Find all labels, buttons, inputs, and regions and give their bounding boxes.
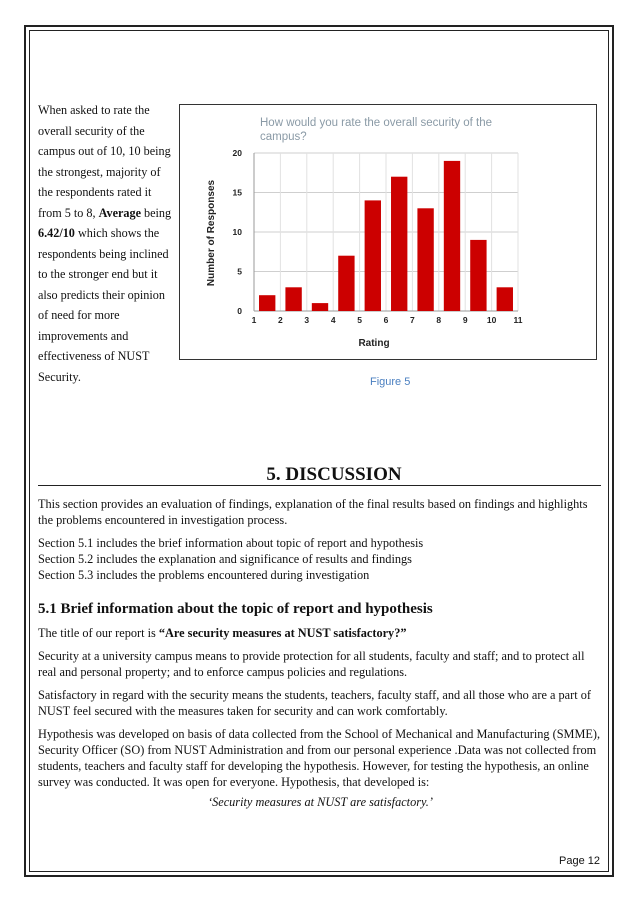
chart-title-line2: campus? [260,131,307,143]
intro-paragraph: This section provides an evaluation of findings, explanation of the final results based on findings and highlights the problems encountered in investigation process. [38,497,588,527]
y-axis-label: Number of Responses [206,179,217,287]
subsection-heading: 5.1 Brief information about the topic of report and hypothesis [38,601,433,617]
x-tick-label: 8 [436,315,442,325]
y-tick-label: 20 [232,148,242,158]
bar [391,177,407,311]
section-list-item: Section 5.1 includes the brief information about topic of report and hypothesis [38,536,424,550]
description-text: When asked to rate the overall security of the campus out of 10, 10 being the strongest, majority of the respondents rated it from 5 to 8, [38,103,171,220]
description-bold-average: Average [98,205,141,220]
description-bold-score: 6.42/10 [38,226,75,240]
chart-title-line1: How would you rate the overall security of the [260,117,493,129]
x-tick-label: 5 [357,315,362,325]
y-tick-label: 10 [232,227,242,237]
x-tick-label: 7 [410,315,415,325]
satisfactory-paragraph: Satisfactory in regard with the security means the students, teachers, faculty staff, and all those who are a part of NUST feel secured with the measures taken for security and can work comfortably. [38,688,591,718]
section-heading: 5. DISCUSSION [266,464,402,485]
bar [338,256,354,311]
heading-rule [38,485,601,486]
hypothesis-paragraph: Hypothesis was developed on basis of data collected from the School of Mechanical and Manufacturing (SMME), Security Officer (SO) from NUST Administration and from our personal experience .Data was not collected from students, teachers and faculty staff for developing the hypothesis. However, for testing the hypothesis, an online survey was conducted. It was open for everyone. Hypothesis, that developed is: [38,727,601,789]
x-tick-label: 9 [462,315,468,325]
y-tick-label: 0 [237,306,242,316]
chart-description [38,100,178,387]
security-paragraph: Security at a university campus means to provide protection for all students, faculty and staff; and to protect all real and personal property; and to enforce campus policies and regulations. [38,649,585,679]
y-tick-label: 15 [232,187,242,198]
bar [417,208,433,311]
x-tick-label: 6 [383,315,389,325]
bar [470,240,486,311]
y-tick-label: 5 [237,266,242,277]
bar [312,303,328,311]
bar [285,287,301,311]
bar [259,295,275,311]
figure-caption: Figure 5 [370,376,411,388]
x-tick-label: 10 [486,315,497,325]
x-tick-label: 11 [513,315,523,325]
bar [497,287,513,311]
x-tick-label: 3 [304,315,310,325]
page-number: Page 12 [559,855,600,867]
title-paragraph-text: The title of our report is [38,626,159,640]
x-tick-label: 2 [278,315,283,325]
report-title: “Are security measures at NUST satisfactory?” [158,626,407,640]
description-text: which shows the respondents being inclined to the stronger end but it also predicts their opinion of need for more improvements and effectiveness of NUST Security. [38,226,169,384]
x-tick-label: 4 [330,315,336,325]
hypothesis-quote: ‘Security measures at NUST are satisfactory.’ [208,795,433,809]
section-list-item: Section 5.3 includes the problems encountered during investigation [38,568,370,582]
chart-container [179,104,597,360]
description-text: being [141,205,172,220]
body-text [38,496,603,810]
section-list-item: Section 5.2 includes the explanation and significance of results and findings [38,552,412,566]
x-tick-label: 1 [251,315,257,325]
title-paragraph [38,625,603,641]
x-axis-label: Rating [358,338,390,349]
bar [444,161,460,311]
bar-chart [180,105,596,359]
bar [365,200,381,311]
